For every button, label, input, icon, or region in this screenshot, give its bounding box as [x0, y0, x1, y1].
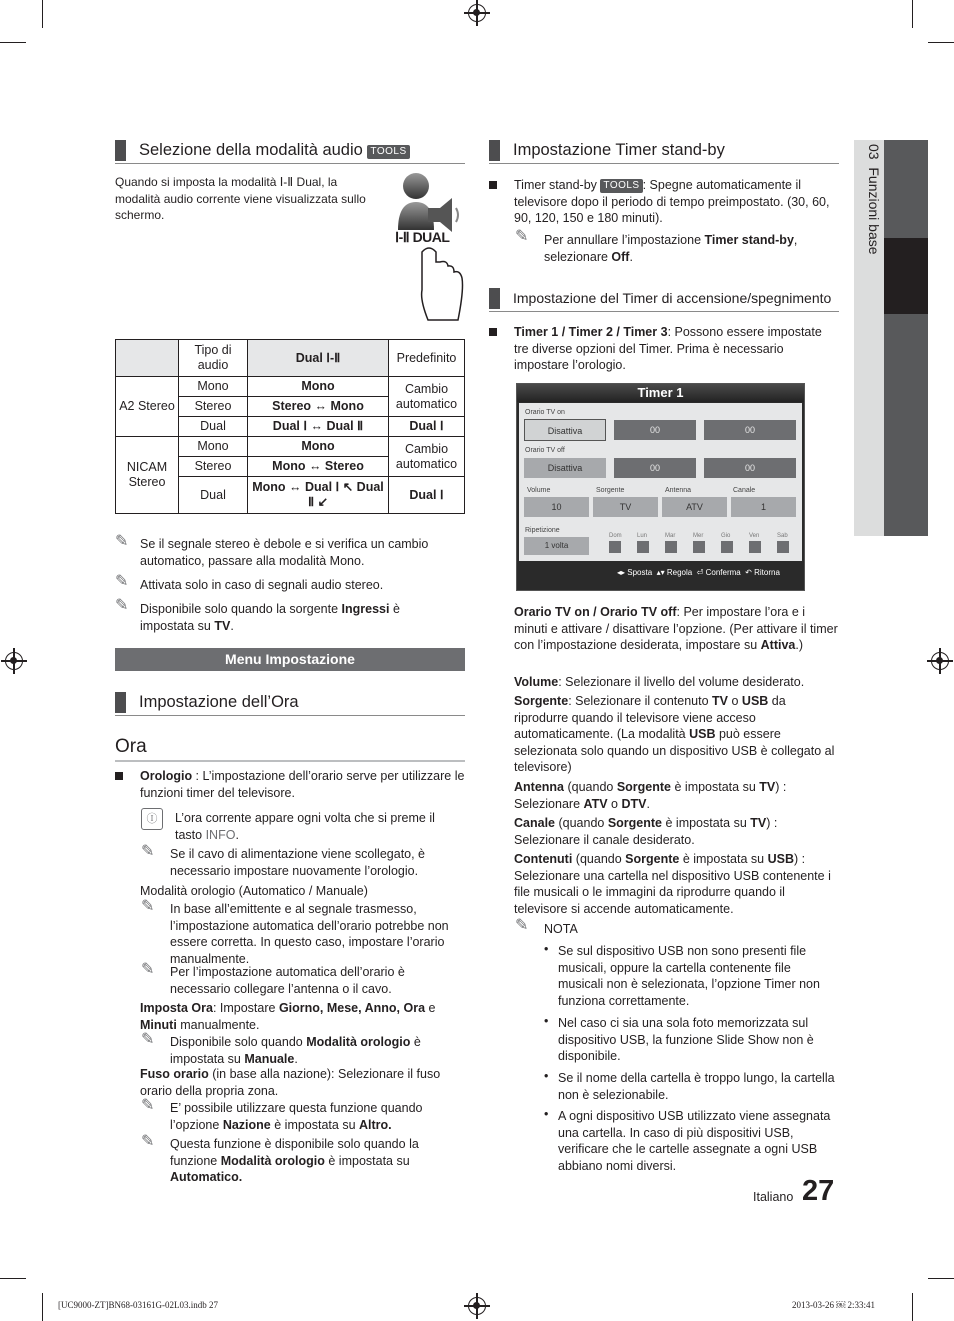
- bullet-square: [489, 181, 497, 189]
- table-cell: Dual: [179, 417, 248, 437]
- antenna-desc: Antenna (quando Sorgente è impostata su TV) : Selezionare ATV o DTV.: [514, 780, 787, 811]
- onoff-heading: Impostazione del Timer di accensione/spegnimento: [489, 288, 839, 312]
- table-cell: Cambio automatico: [389, 437, 465, 477]
- table-cell: Mono: [179, 377, 248, 397]
- note-icon: ✎: [141, 961, 155, 978]
- crop-mark: [928, 42, 954, 43]
- sorgente-desc: Sorgente: Selezionare il contenuto TV o USB da riprodurre quando il televisore viene acceso automaticamente. (La modalità USB può essere selezionata solo quando un dispositivo USB è collegato al televisore): [514, 694, 835, 774]
- day-checkbox[interactable]: [609, 541, 621, 553]
- menu-section-bar: Menu Impostazione: [115, 648, 465, 671]
- info-note: L’ora corrente appare ogni volta che si preme il tasto INFO.: [175, 811, 435, 842]
- orario-off-minute[interactable]: 00: [704, 458, 796, 478]
- imposta-ora-text: Imposta Ora: Impostare Giorno, Mese, Anno, Ora e Minuti manualmente.: [140, 1001, 436, 1032]
- day-checkbox[interactable]: [637, 541, 649, 553]
- osd-label: Canale: [733, 487, 756, 494]
- antenna-field[interactable]: ATV: [662, 497, 727, 517]
- note-text: Questa funzione è disponibile solo quando la funzione Modalità orologio è impostata su Automatico.: [170, 1137, 419, 1184]
- orario-on-select[interactable]: Disattiva: [524, 419, 606, 441]
- note-text: Per l’impostazione automatica dell’orario è necessario collegare l’antenna o il cavo.: [170, 965, 405, 996]
- day-label: Lun: [637, 533, 648, 539]
- note-icon: ✎: [141, 843, 155, 860]
- note-text: Attivata solo in caso di segnali audio stereo.: [140, 578, 384, 592]
- nota-bullet: Se il nome della cartella è troppo lungo, la cartella non è selezionabile.: [558, 1071, 835, 1102]
- ripetizione-field[interactable]: 1 volta: [524, 537, 589, 555]
- audio-intro: Quando si imposta la modalità Ⅰ-Ⅱ Dual, la modalità audio corrente viene visualizzata sullo schermo.: [115, 175, 366, 222]
- note-icon: ✎: [141, 1133, 155, 1150]
- timer-osd-screen: [516, 383, 805, 591]
- note-icon: ✎: [515, 228, 529, 245]
- standby-text: Timer stand-by TOOLS : Spegne automaticamente il televisore dopo il periodo di tempo preimpostato. (30, 60, 90, 120, 150 e 180 minuti).: [514, 178, 830, 225]
- orario-desc: Orario TV on / Orario TV off: Per impostare l’ora e i minuti e attivare / disattivare l’opzione. (Per attivare il timer con l’impostazione desiderata, impostare su Attiva.): [514, 605, 838, 652]
- page-number: 27: [802, 1175, 835, 1207]
- note-icon: ✎: [115, 533, 129, 550]
- osd-title: Timer 1: [517, 384, 804, 402]
- note-icon: ✎: [141, 898, 155, 915]
- note-text: Se il cavo di alimentazione viene scollegato, è necessario impostare nuovamente l’orologio.: [170, 847, 426, 878]
- day-label: Dom: [609, 533, 622, 539]
- table-cell: Mono ↔ Stereo: [248, 457, 389, 477]
- note-icon: ✎: [115, 573, 129, 590]
- nota-bullet: A ogni dispositivo USB utilizzato viene assegnata una cartella. In caso di più dispositivi USB, verificare che le cartelle assegnate a ogni USB abbiano nomi diversi.: [558, 1109, 831, 1173]
- volume-desc: Volume: Selezionare il livello del volume desiderato.: [514, 675, 805, 689]
- bullet-dot: •: [544, 1069, 549, 1083]
- crop-mark: [912, 0, 913, 28]
- table-group-cell: A2 Stereo: [116, 377, 179, 437]
- chapter-label: 03 Funzioni base: [866, 144, 882, 255]
- standby-heading: Impostazione Timer stand-by: [489, 140, 839, 164]
- registration-mark-icon: [931, 652, 949, 670]
- orario-off-select[interactable]: Disattiva: [524, 458, 606, 478]
- audio-type-table: [115, 339, 465, 514]
- table-cell: Stereo ↔ Mono: [248, 397, 389, 417]
- osd-label: Volume: [527, 487, 551, 494]
- osd-help-bar: ◂▸ Sposta ▴▾ Regola ⏎ Conferma ↶ Ritorna: [617, 568, 780, 577]
- osd-label: Antenna: [665, 487, 692, 494]
- table-cell: Mono: [179, 437, 248, 457]
- osd-label: Orario TV off: [525, 447, 565, 454]
- bullet-square: [115, 772, 123, 780]
- dual-hand-illustration: [392, 170, 464, 330]
- table-cell: Stereo: [179, 457, 248, 477]
- note-text: Disponibile solo quando la sorgente Ingressi è impostata su TV.: [140, 602, 400, 633]
- ora-title: Ora: [115, 736, 465, 762]
- canale-desc: Canale (quando Sorgente è impostata su TV) : Selezionare il canale desiderato.: [514, 816, 778, 847]
- crop-mark: [42, 1293, 43, 1321]
- sorgente-field[interactable]: TV: [593, 497, 658, 517]
- note-icon: ✎: [141, 1031, 155, 1048]
- day-checkbox[interactable]: [777, 541, 789, 553]
- day-checkbox[interactable]: [749, 541, 761, 553]
- volume-field[interactable]: 10: [524, 497, 589, 517]
- table-group-cell: NICAM Stereo: [116, 437, 179, 514]
- bullet-square: [489, 328, 497, 336]
- note-text: E’ possibile utilizzare questa funzione quando l’opzione Nazione è impostata su Altro.: [170, 1101, 423, 1132]
- ora-heading: Impostazione dell’Ora: [115, 692, 465, 716]
- note-icon: ✎: [515, 917, 529, 934]
- table-header-cell: [116, 340, 179, 377]
- info-icon: Ⓘ: [141, 808, 163, 830]
- note-text: Disponibile solo quando Modalità orologio è impostata su Manuale.: [170, 1035, 421, 1066]
- day-label: Mar: [665, 533, 676, 539]
- note-text: Se il segnale stereo è debole e si verifica un cambio automatico, passare alla modalità Mono.: [140, 537, 429, 568]
- day-checkbox[interactable]: [665, 541, 677, 553]
- crop-mark: [912, 1293, 913, 1321]
- modalita-heading: Modalità orologio (Automatico / Manuale): [140, 884, 368, 898]
- crop-mark: [0, 1278, 26, 1279]
- day-label: Mer: [693, 533, 704, 539]
- note-icon: ✎: [115, 597, 129, 614]
- note-icon: ✎: [141, 1097, 155, 1114]
- table-header-cell: Dual Ⅰ-Ⅱ: [248, 340, 389, 377]
- registration-mark-icon: [468, 1297, 486, 1315]
- bullet-dot: •: [544, 942, 549, 956]
- day-label: Gio: [721, 533, 731, 539]
- footer-file: [UC9000-ZT]BN68-03161G-02L03.indb 27: [58, 1300, 218, 1310]
- chapter-tab-marker: [884, 238, 928, 314]
- registration-mark-icon: [5, 652, 23, 670]
- day-checkbox[interactable]: [721, 541, 733, 553]
- crop-mark: [42, 0, 43, 28]
- osd-label: Ripetizione: [525, 527, 560, 534]
- orario-on-minute[interactable]: 00: [704, 420, 796, 440]
- day-label: Sab: [777, 533, 788, 539]
- nota-label: NOTA: [544, 922, 578, 936]
- tools-badge: TOOLS: [600, 179, 642, 193]
- osd-label: Orario TV on: [525, 409, 565, 416]
- fuso-orario-text: Fuso orario (in base alla nazione): Selezionare il fuso orario della propria zona.: [140, 1067, 441, 1098]
- osd-label: Sorgente: [596, 487, 625, 494]
- table-cell: Mono ↔ Dual Ⅰ ↖ Dual Ⅱ ↙: [248, 477, 389, 514]
- nota-bullet: Nel caso ci sia una sola foto memorizzata sul dispositivo USB, la funzione Slide Show non è disponibile.: [558, 1016, 814, 1063]
- orologio-text: Orologio : L’impostazione dell’orario serve per utilizzare le funzioni timer del televisore.: [140, 769, 465, 800]
- timer-text: Timer 1 / Timer 2 / Timer 3: Possono essere impostate tre diverse opzioni del Timer. Prima è necessario impostare l’orologio.: [514, 325, 822, 372]
- standby-note: Per annullare l’impostazione Timer stand-by, selezionare Off.: [544, 233, 798, 264]
- table-header-cell: Tipo di audio: [179, 340, 248, 377]
- table-cell: Mono: [248, 437, 389, 457]
- table-cell: Dual Ⅰ: [389, 417, 465, 437]
- table-header-cell: Predefinito: [389, 340, 465, 377]
- crop-mark: [928, 1278, 954, 1279]
- day-label: Ven: [749, 533, 760, 539]
- crop-mark: [0, 42, 26, 43]
- dual-label: Ⅰ-Ⅱ DUAL: [395, 229, 450, 245]
- table-cell: Dual Ⅰ: [389, 477, 465, 514]
- tools-badge: TOOLS: [367, 145, 409, 159]
- table-cell: Dual: [179, 477, 248, 514]
- table-cell: Mono: [248, 377, 389, 397]
- contenuti-desc: Contenuti (quando Sorgente è impostata su USB) : Selezionare una cartella nel dispositivo USB contenente i file musicali o le immagini da riprodurre quando il televisore si accende automaticamente.: [514, 852, 831, 916]
- canale-field[interactable]: 1: [731, 497, 796, 517]
- table-cell: Stereo: [179, 397, 248, 417]
- footer-date: 2013-03-26 ￼ 2:33:41: [792, 1300, 875, 1310]
- table-cell: Dual Ⅰ ↔ Dual Ⅱ: [248, 417, 389, 437]
- nota-bullet: Se sul dispositivo USB non sono presenti file musicali, oppure la cartella contenente file musicali non è selezionata, l’opzione Timer non funziona correttamente.: [558, 944, 820, 1008]
- footer-language: Italiano: [753, 1190, 794, 1204]
- osd-panel: [519, 403, 802, 561]
- orario-off-hour[interactable]: 00: [614, 458, 696, 478]
- audio-heading: Selezione della modalità audio TOOLS: [115, 140, 465, 164]
- registration-mark-icon: [468, 4, 486, 22]
- day-checkbox[interactable]: [693, 541, 705, 553]
- bullet-dot: •: [544, 1107, 549, 1121]
- bullet-dot: •: [544, 1014, 549, 1028]
- chapter-tab-block: [884, 140, 928, 536]
- table-cell: Cambio automatico: [389, 377, 465, 417]
- note-text: In base all’emittente e al segnale trasmesso, l’impostazione automatica dell’orario potrebbe non essere corretta. In questo caso, impostare l’orario manualmente.: [170, 902, 449, 966]
- orario-on-hour[interactable]: 00: [614, 420, 696, 440]
